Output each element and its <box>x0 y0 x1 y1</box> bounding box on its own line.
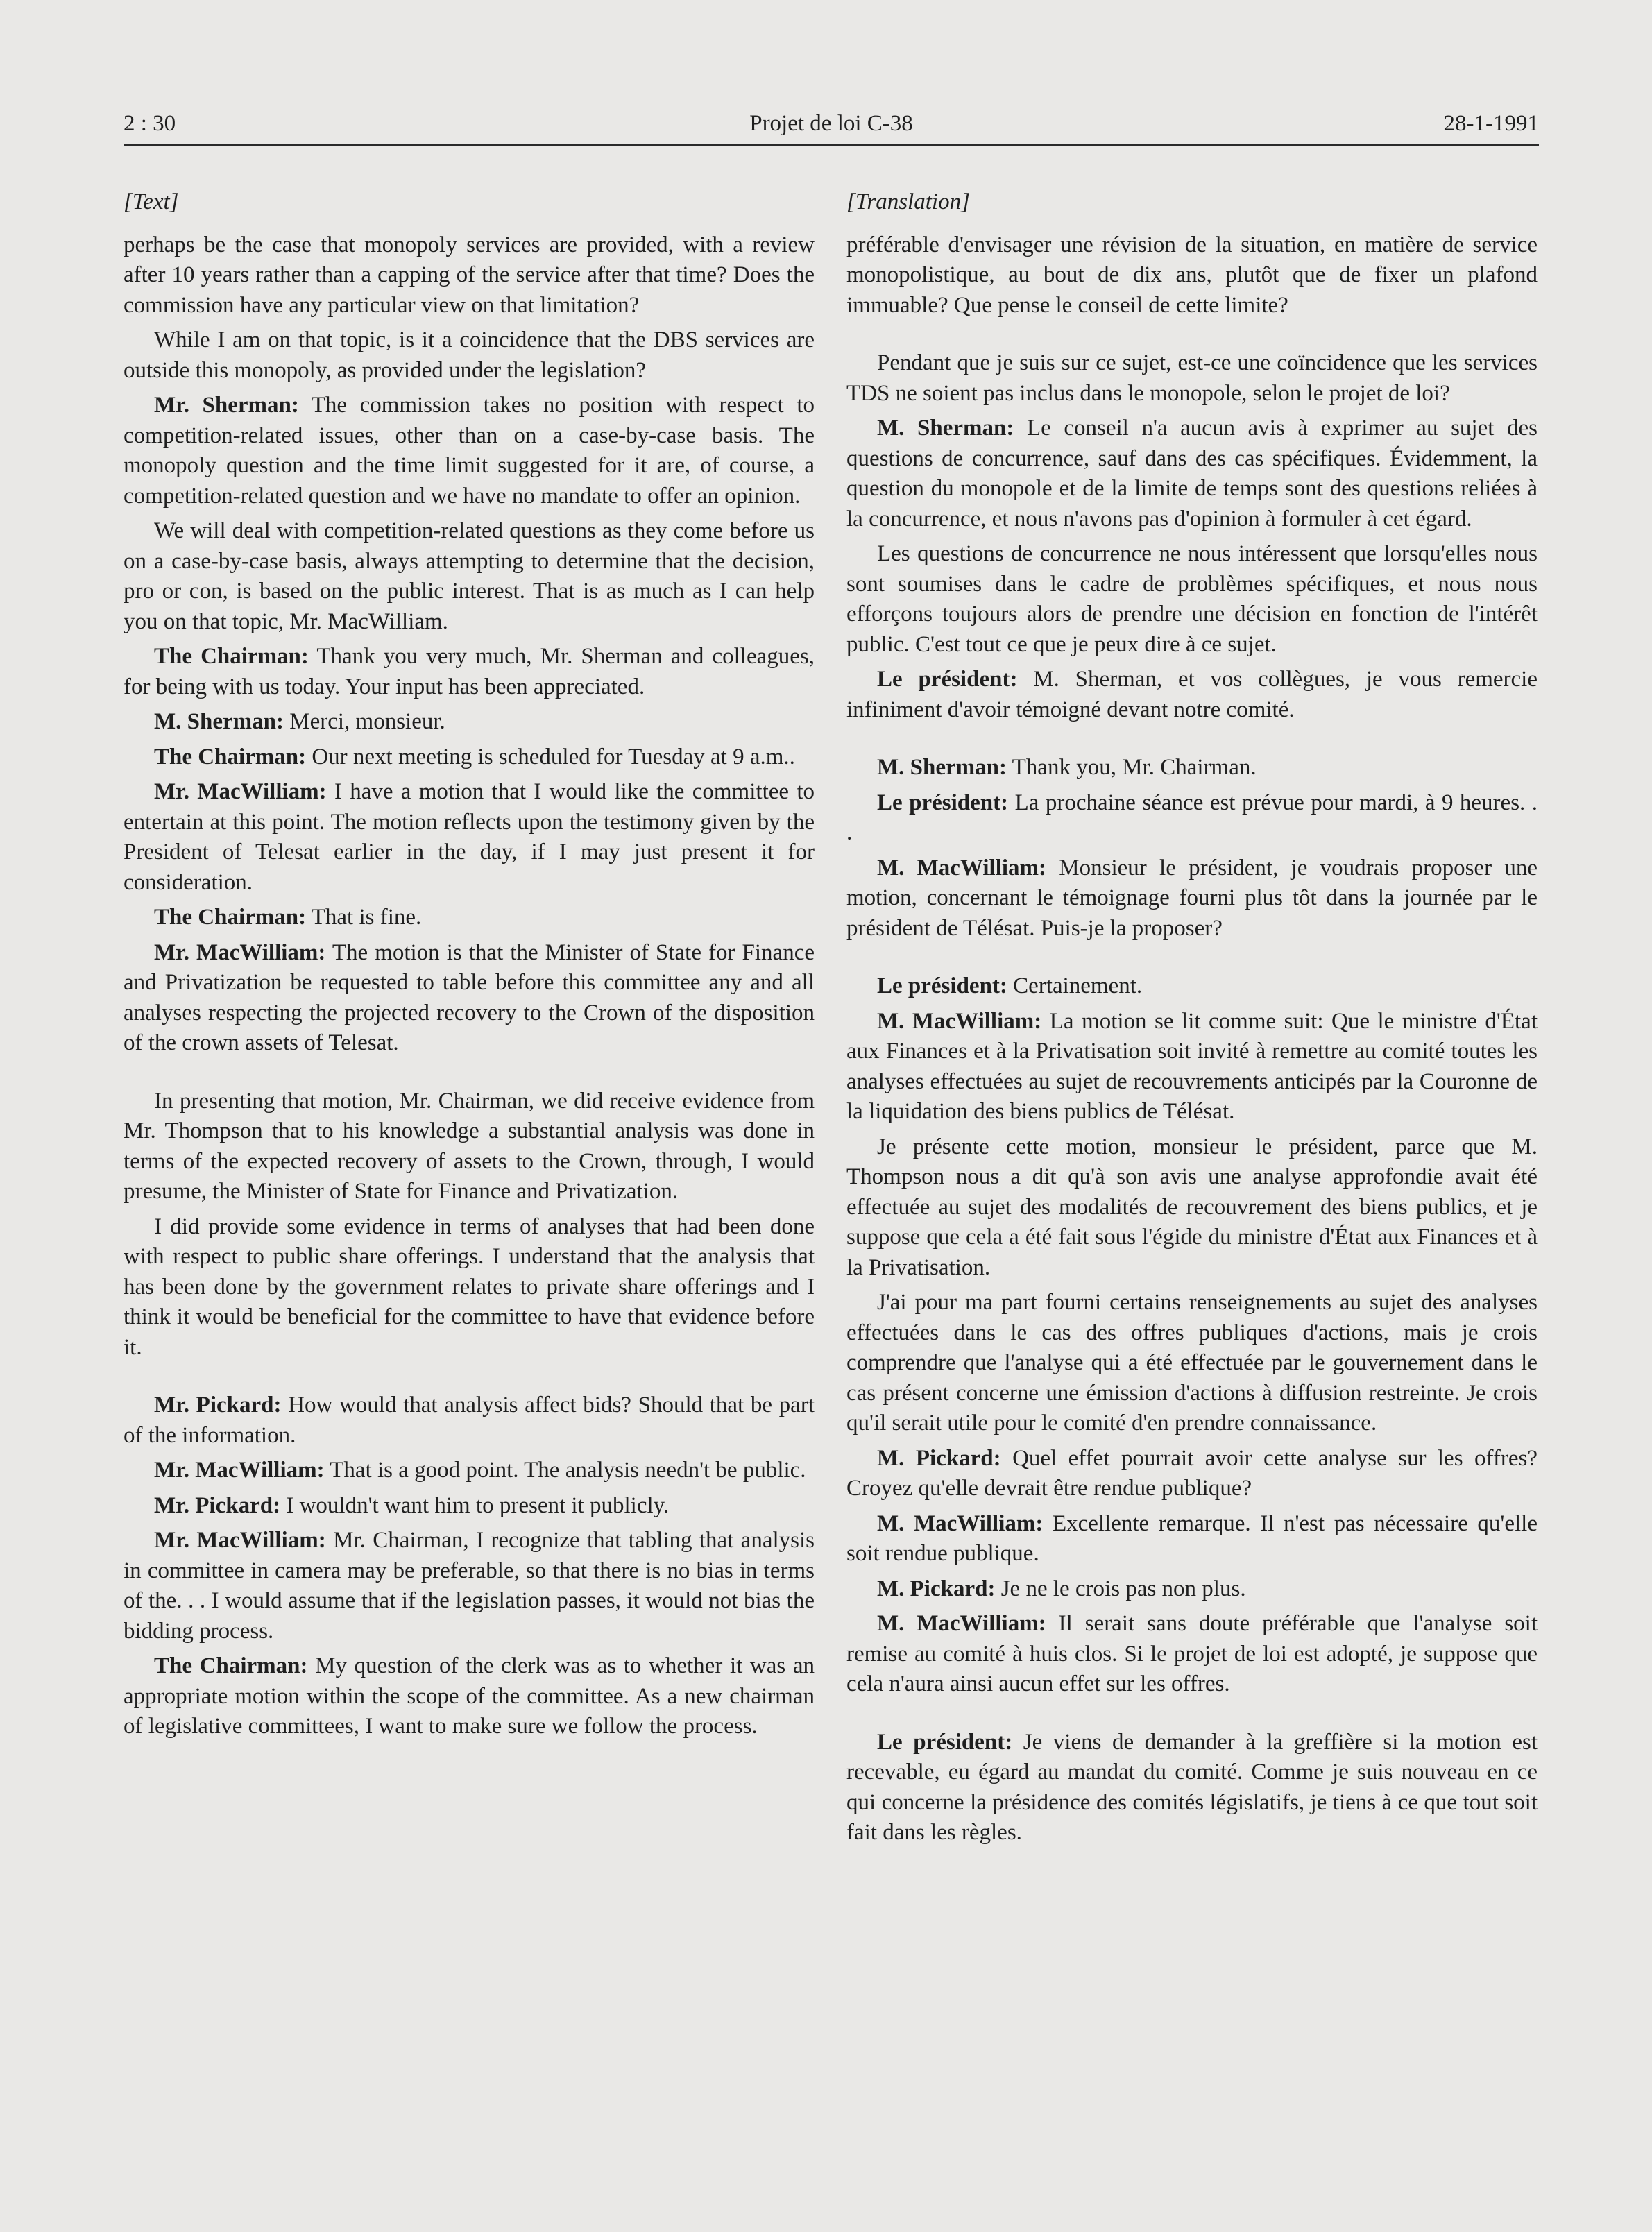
header-rule <box>124 144 1539 146</box>
speaker-name: The Chairman: <box>154 644 309 669</box>
paragraph: Je présente cette motion, monsieur le président, parce que M. Thompson nous a dit qu'à son avis une analyse approfondie avait été effectuée au sujet des modalités de recouvrement des biens publics, et je suppose que cela a été fait sous l'égide du ministre d'État aux Finances et à la Privatisation. <box>846 1134 1538 1280</box>
paragraph: The Chairman: Thank you very much, Mr. Sherman and colleagues, for being with us today. Your input has been appreciated. <box>124 644 815 699</box>
speaker-name: The Chairman: <box>154 744 307 769</box>
speaker-name: Mr. MacWilliam: <box>154 1458 325 1483</box>
speaker-name: Mr. MacWilliam: <box>154 779 327 804</box>
speaker-name: Mr. MacWilliam: <box>154 1528 326 1553</box>
paragraph: Pendant que je suis sur ce sujet, est-ce une coïncidence que les services TDS ne soient pas inclus dans le monopole, selon le projet de loi? <box>846 350 1538 406</box>
column-tag-text: [Text] <box>124 189 179 214</box>
paragraph: Les questions de concurrence ne nous intéressent que lorsqu'elles nous sont soumises dans le cadre de problèmes spécifiques, et nous nous efforçons toujours alors de prendre une décision en fonction de l'intérêt public. C'est tout ce que je peux dire à ce sujet. <box>846 541 1538 657</box>
speaker-name: M. MacWilliam: <box>877 1008 1042 1034</box>
speaker-name: Le président: <box>877 1729 1013 1755</box>
paragraph: Mr. MacWilliam: I have a motion that I would like the committee to entertain at this point. The motion reflects upon the testimony given by the President of Telesat earlier in the day, if I may just present it for consideration. <box>124 779 815 895</box>
paragraph: M. Pickard: Quel effet pourrait avoir cette analyse sur les offres? Croyez qu'elle devrait être rendue publique? <box>846 1445 1538 1501</box>
paragraph: M. MacWilliam: La motion se lit comme suit: Que le ministre d'État aux Finances et à la Privatisation soit invité à remettre au comité toutes les analyses effectuées au sujet de recouvrements anticipés par la Couronne de la liquidation des biens publics de Télésat. <box>846 1008 1538 1124</box>
speaker-name: M. Pickard: <box>877 1445 1001 1471</box>
speaker-name: The Chairman: <box>154 905 307 930</box>
paragraph: M. Sherman: Merci, monsieur. <box>154 709 445 734</box>
paragraph: perhaps be the case that monopoly services are provided, with a review after 10 years rather than a capping of the service after that time? Does the commission have any particular view on that limitation? <box>124 232 815 318</box>
speaker-name: Le président: <box>877 667 1018 692</box>
paragraph: préférable d'envisager une révision de la situation, en matière de service monopolistique, au bout de dix ans, plutôt que de fixer un plafond immuable? Que pense le conseil de cette limite? <box>846 232 1538 318</box>
paragraph: M. Sherman: Thank you, Mr. Chairman. <box>877 755 1257 780</box>
document-date: 28-1-1991 <box>1443 111 1539 136</box>
paragraph: Le président: M. Sherman, et vos collègues, je vous remercie infiniment d'avoir témoigné devant notre comité. <box>846 667 1538 722</box>
speaker-name: M. Pickard: <box>877 1576 996 1601</box>
document-title: Projet de loi C-38 <box>749 111 913 136</box>
paragraph: We will deal with competition-related questions as they come before us on a case-by-case basis, always attempting to determine that the decision, pro or con, is based on the public interest. That is as much as I can help you on that topic, Mr. MacWilliam. <box>124 518 815 634</box>
paragraph: The Chairman: My question of the clerk was as to whether it was an appropriate motion within the scope of the committee. As a new chairman of legislative committees, I want to make sure we follow the process. <box>124 1653 815 1739</box>
paragraph: Mr. MacWilliam: That is a good point. The analysis needn't be public. <box>154 1458 806 1483</box>
paragraph: Mr. MacWilliam: Mr. Chairman, I recognize that tabling that analysis in committee in camera may be preferable, so that there is no bias in terms of the. . . I would assume that if the legislation passes, it would not bias the bidding process. <box>124 1528 815 1644</box>
french-column <box>846 187 1538 1853</box>
paragraph: Mr. Pickard: How would that analysis affect bids? Should that be part of the information. <box>124 1392 815 1448</box>
speaker-name: Mr. Pickard: <box>154 1392 282 1417</box>
paragraph: Mr. MacWilliam: The motion is that the Minister of State for Finance and Privatization be requested to table before this committee any and all analyses respecting the projected recovery to the Crown of the disposition of the crown assets of Telesat. <box>124 939 815 1055</box>
paragraph: I did provide some evidence in terms of analyses that had been done with respect to public share offerings. I understand that the analysis that has been done by the government relates to private share offerings and I think it would be beneficial for the committee to have that evidence before it. <box>124 1213 815 1360</box>
paragraph: J'ai pour ma part fourni certains renseignements au sujet des analyses effectuées dans le cas des offres publiques d'actions, mais je crois comprendre que l'analyse qui a été effectuée par le gouvernement dans le cas présent concerne une émission d'actions à diffusion restreinte. Je crois qu'il serait utile pour le comité d'en prendre connaissance. <box>846 1290 1538 1436</box>
paragraph: M. Sherman: Le conseil n'a aucun avis à exprimer au sujet des questions de concurrence, sauf dans des cas spécifiques. Évidemment, la question du monopole et de la limite de temps sont des questions reliées à la concurrence, et nous n'avons pas d'opinion à formuler à cet égard. <box>846 416 1538 531</box>
speaker-name: M. MacWilliam: <box>877 855 1047 880</box>
speaker-name: M. MacWilliam: <box>877 1611 1046 1636</box>
paragraph: Mr. Sherman: The commission takes no position with respect to competition-related issues, other than on a case-by-case basis. The monopoly question and the time limit suggested for it are, of course, a competition-related question and we have no mandate to offer an opinion. <box>124 393 815 509</box>
column-tag-translation: [Translation] <box>846 189 970 214</box>
speaker-name: Le président: <box>877 973 1007 998</box>
speaker-name: M. Sherman: <box>877 416 1014 441</box>
speaker-name: Le président: <box>877 790 1009 815</box>
speaker-name: M. Sherman: <box>877 755 1007 780</box>
english-column <box>124 187 815 1747</box>
speaker-name: The Chairman: <box>154 1653 308 1678</box>
paragraph: M. MacWilliam: Il serait sans doute préférable que l'analyse soit remise au comité à huis clos. Si le projet de loi est adopté, je suppose que cela n'aura ainsi aucun effet sur les offres. <box>846 1611 1538 1696</box>
speaker-name: M. MacWilliam: <box>877 1510 1044 1536</box>
paragraph: The Chairman: Our next meeting is scheduled for Tuesday at 9 a.m.. <box>154 744 795 769</box>
speaker-name: M. Sherman: <box>154 709 284 734</box>
paragraph: In presenting that motion, Mr. Chairman, we did receive evidence from Mr. Thompson that to his knowledge a substantial analysis was done in terms of the expected recovery of assets to the Crown, through, I would presume, the Minister of State for Finance and Privatization. <box>124 1088 815 1204</box>
speaker-name: Mr. MacWilliam: <box>154 939 326 965</box>
speaker-name: Mr. Sherman: <box>154 393 299 418</box>
paragraph: M. MacWilliam: Monsieur le président, je voudrais proposer une motion, concernant le témoignage fourni plus tôt dans la journée par le président de Télésat. Puis-je la proposer? <box>846 855 1538 941</box>
page-header <box>124 111 1539 146</box>
paragraph: Mr. Pickard: I wouldn't want him to present it publicly. <box>154 1492 670 1518</box>
page-number: 2 : 30 <box>124 111 176 136</box>
paragraph: Le président: Je viens de demander à la greffière si la motion est recevable, eu égard au mandat du comité. Comme je suis nouveau en ce qui concerne la présidence des comités législatifs, je tiens à ce que tout soit fait dans les règles. <box>846 1729 1538 1845</box>
paragraph: Le président: La prochaine séance est prévue pour mardi, à 9 heures. . . <box>846 790 1538 845</box>
speaker-name: Mr. Pickard: <box>154 1492 281 1518</box>
paragraph: The Chairman: That is fine. <box>154 905 422 930</box>
paragraph: While I am on that topic, is it a coincidence that the DBS services are outside this monopoly, as provided under the legislation? <box>124 327 815 383</box>
paragraph: M. Pickard: Je ne le crois pas non plus. <box>877 1576 1246 1601</box>
paragraph: Le président: Certainement. <box>877 973 1143 998</box>
paragraph: M. MacWilliam: Excellente remarque. Il n'est pas nécessaire qu'elle soit rendue publique. <box>846 1510 1538 1566</box>
